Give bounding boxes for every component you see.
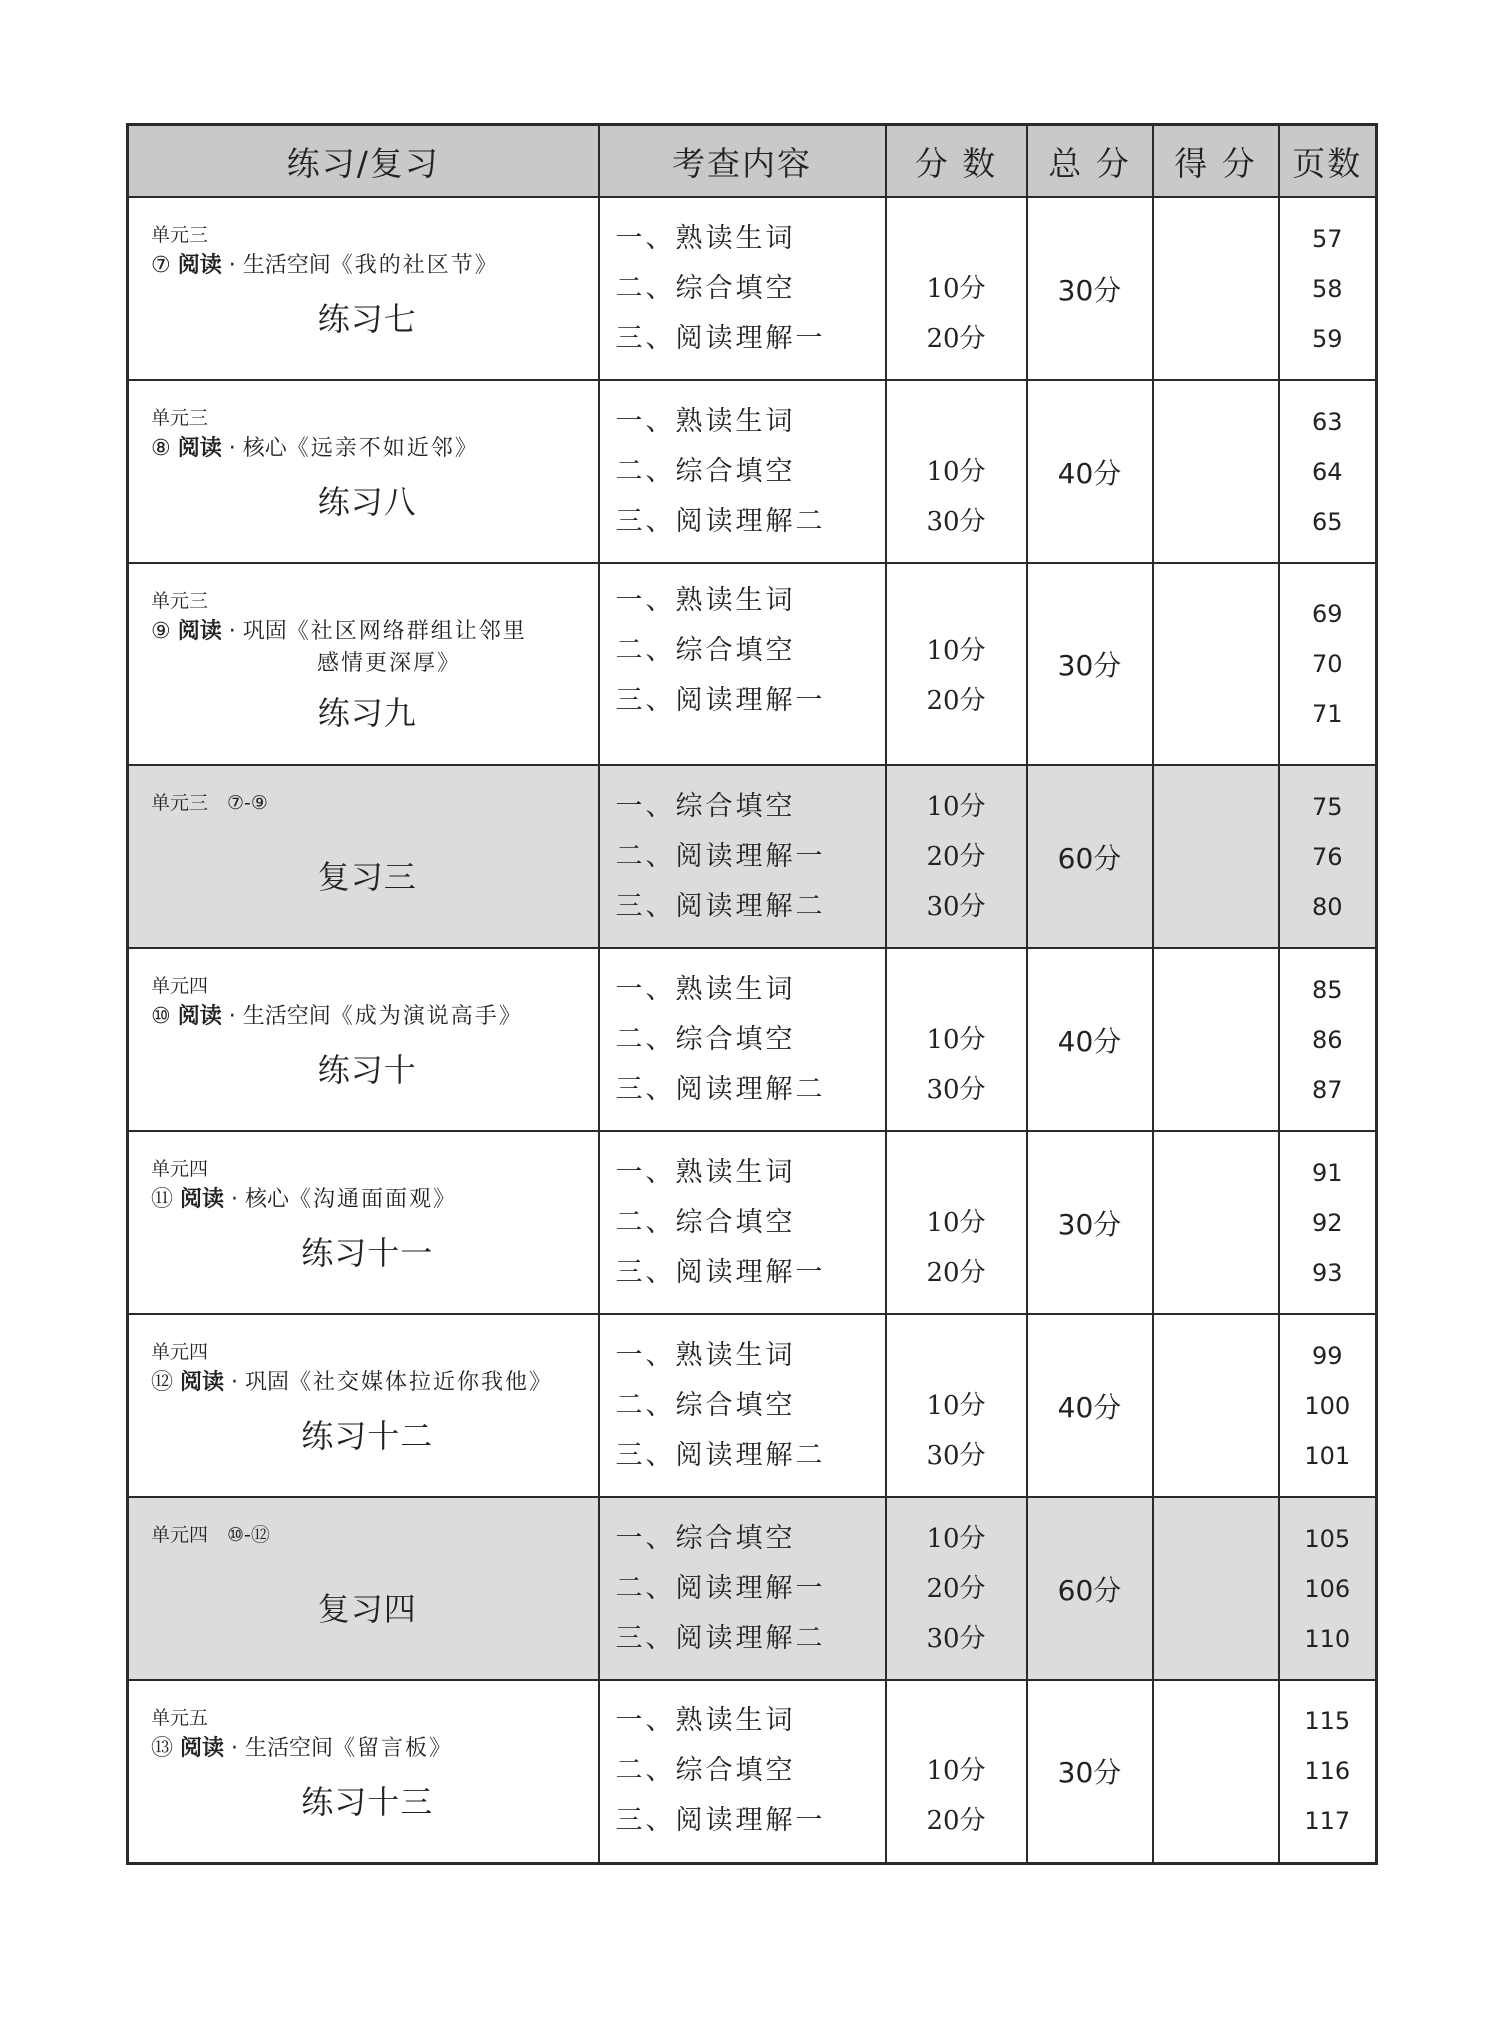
- page-number: 91: [1311, 1158, 1343, 1187]
- score-value: 10分: [926, 273, 986, 304]
- table-row: [128, 1131, 1377, 1314]
- earned-score-field: [1153, 1314, 1279, 1497]
- page-number: 76: [1311, 842, 1343, 871]
- content-item: 三、阅读理解二: [615, 1073, 826, 1105]
- page-number: 86: [1311, 1025, 1343, 1054]
- header-score: 分 数: [886, 125, 1027, 198]
- content-item: 二、综合填空: [615, 455, 796, 487]
- score-value: [887, 576, 1026, 626]
- earned-score-field: [1153, 948, 1279, 1131]
- score-cell: [886, 1131, 1027, 1314]
- header-total: 总 分: [1027, 125, 1153, 198]
- score-value: 10分: [926, 456, 986, 487]
- lesson-kind: 阅读: [177, 619, 222, 644]
- score-value: 10分: [926, 636, 986, 666]
- content-cell: [599, 765, 886, 948]
- unit-label: 单元三: [151, 590, 209, 612]
- score-value: 30分: [926, 506, 986, 537]
- lesson-kind: 阅读: [177, 1004, 222, 1029]
- exercise-cell: [128, 380, 599, 563]
- lesson-category: · 核心: [228, 436, 287, 461]
- unit-label: 单元四: [151, 975, 209, 997]
- earned-score-field: [1153, 563, 1279, 765]
- lesson-kind: 阅读: [180, 1370, 225, 1395]
- content-item: 二、阅读理解一: [615, 840, 826, 872]
- content-item: 三、阅读理解二: [615, 505, 826, 537]
- total-score: 40分: [1027, 1314, 1153, 1497]
- score-cell: [886, 380, 1027, 563]
- lesson-label: [151, 1733, 584, 1765]
- pages-cell: [1279, 1314, 1377, 1497]
- score-value: 10分: [926, 791, 986, 822]
- total-score: 60分: [1027, 765, 1153, 948]
- page-number: 99: [1311, 1341, 1343, 1370]
- lesson-kind: 阅读: [180, 1736, 225, 1761]
- score-cell: [886, 1314, 1027, 1497]
- total-score: 30分: [1027, 563, 1153, 765]
- page-number: 115: [1304, 1707, 1351, 1736]
- earned-score-field: [1153, 197, 1279, 380]
- exercise-cell: [128, 1314, 599, 1497]
- page-number: 110: [1304, 1624, 1351, 1653]
- pages-cell: [1279, 1497, 1377, 1680]
- exercise-cell: [128, 1680, 599, 1863]
- score-value: [887, 397, 1026, 447]
- lesson-category: · 巩固: [228, 619, 287, 644]
- content-item: 二、综合填空: [615, 635, 796, 666]
- score-cell: [886, 948, 1027, 1131]
- lesson-category: · 巩固: [231, 1370, 290, 1395]
- content-item: 一、熟读生词: [615, 585, 796, 616]
- page-number: 85: [1311, 975, 1343, 1004]
- content-item: 三、阅读理解二: [615, 1622, 826, 1654]
- page-number: 64: [1311, 457, 1343, 486]
- total-score: 30分: [1027, 197, 1153, 380]
- lesson-label: [151, 1367, 584, 1399]
- header-exercise: 练习/复习: [128, 125, 599, 198]
- score-value: 30分: [926, 1440, 986, 1471]
- content-item: 一、熟读生词: [615, 222, 796, 254]
- page-number: 65: [1311, 507, 1343, 536]
- exercise-name: 练习十三: [301, 1783, 434, 1821]
- score-value: 10分: [926, 1024, 986, 1055]
- total-score: 30分: [1027, 1680, 1153, 1863]
- pages-cell: [1279, 1131, 1377, 1314]
- exercise-cell: [128, 1131, 599, 1314]
- content-item: 二、综合填空: [615, 1389, 796, 1421]
- lesson-category: · 生活空间: [228, 1004, 331, 1029]
- content-cell: [599, 1497, 886, 1680]
- page-number: 69: [1311, 600, 1343, 628]
- lesson-label: [151, 433, 584, 465]
- table-row: [128, 197, 1377, 380]
- unit-label: 单元五: [151, 1707, 209, 1729]
- total-score: 60分: [1027, 1497, 1153, 1680]
- exercise-cell: [128, 948, 599, 1131]
- content-cell: [599, 563, 886, 765]
- score-value: 20分: [926, 841, 986, 872]
- content-cell: [599, 197, 886, 380]
- content-cell: [599, 1131, 886, 1314]
- score-value: [887, 1148, 1026, 1198]
- page-number: 87: [1311, 1075, 1343, 1104]
- score-value: 10分: [926, 1523, 986, 1554]
- earned-score-field: [1153, 1680, 1279, 1863]
- exercise-cell: [128, 1497, 599, 1680]
- content-cell: [599, 1680, 886, 1863]
- lesson-title: 《成为演说高手》: [330, 1004, 523, 1029]
- page-number: 70: [1311, 650, 1343, 678]
- score-value: 10分: [926, 1756, 986, 1787]
- earned-score-field: [1153, 380, 1279, 563]
- earned-score-field: [1153, 1131, 1279, 1314]
- lesson-title: 《留言板》: [333, 1736, 454, 1761]
- score-value: 10分: [926, 1390, 986, 1421]
- content-item: 一、熟读生词: [615, 1156, 796, 1188]
- lesson-label: [151, 1184, 584, 1216]
- lesson-label: [151, 616, 584, 680]
- content-item: 二、综合填空: [615, 1206, 796, 1238]
- pages-cell: [1279, 948, 1377, 1131]
- exercise-schedule-table: [126, 123, 1378, 1865]
- exercise-cell: [128, 765, 599, 948]
- page-number: 58: [1311, 274, 1343, 303]
- content-cell: [599, 1314, 886, 1497]
- exercise-name: 练习七: [317, 300, 417, 338]
- lesson-number: ⑩: [151, 1004, 171, 1029]
- content-item: 三、阅读理解一: [615, 1805, 826, 1837]
- page-number: 93: [1311, 1258, 1343, 1287]
- table-row: [128, 563, 1377, 765]
- total-score: 40分: [1027, 948, 1153, 1131]
- table-header: [128, 125, 1377, 198]
- content-cell: [599, 948, 886, 1131]
- exercise-name: 复习四: [317, 1590, 417, 1628]
- content-item: 三、阅读理解二: [615, 890, 826, 922]
- total-score: 30分: [1027, 1131, 1153, 1314]
- score-value: [887, 1331, 1026, 1381]
- lesson-label: [151, 250, 584, 282]
- lesson-number: ⑬: [151, 1736, 174, 1761]
- content-item: 三、阅读理解一: [615, 1256, 826, 1288]
- header-pages: 页数: [1279, 125, 1377, 198]
- earned-score-field: [1153, 1497, 1279, 1680]
- page-number: 100: [1304, 1391, 1351, 1420]
- table-row: [128, 1497, 1377, 1680]
- page-number: 57: [1311, 224, 1343, 253]
- content-cell: [599, 380, 886, 563]
- score-value: 30分: [926, 891, 986, 922]
- page-number: 106: [1304, 1574, 1351, 1603]
- exercise-name: 练习九: [317, 694, 417, 732]
- content-item: 二、阅读理解一: [615, 1572, 826, 1604]
- lesson-title: 《社交媒体拉近你我他》: [289, 1370, 554, 1395]
- score-cell: [886, 563, 1027, 765]
- content-item: 一、熟读生词: [615, 973, 796, 1005]
- earned-score-field: [1153, 765, 1279, 948]
- pages-cell: [1279, 197, 1377, 380]
- lesson-number: ⑧: [151, 436, 171, 461]
- score-value: [887, 214, 1026, 264]
- page-number: 80: [1311, 892, 1343, 921]
- lesson-number: ⑪: [151, 1187, 174, 1212]
- page-number: 75: [1311, 792, 1343, 821]
- lesson-label: [151, 1001, 584, 1033]
- page-number: 116: [1304, 1757, 1351, 1786]
- lesson-number: ⑨: [151, 619, 171, 644]
- lesson-title-continued: 感情更深厚》: [317, 651, 462, 676]
- content-item: 一、熟读生词: [615, 1705, 796, 1737]
- score-cell: [886, 1497, 1027, 1680]
- content-item: 二、综合填空: [615, 1023, 796, 1055]
- page-number: 117: [1304, 1807, 1351, 1836]
- header-earned: 得 分: [1153, 125, 1279, 198]
- content-item: 二、综合填空: [615, 1755, 796, 1787]
- score-value: [887, 1696, 1026, 1746]
- content-item: 三、阅读理解一: [615, 322, 826, 354]
- unit-label: 单元四: [151, 1158, 209, 1180]
- unit-label: 单元三: [151, 224, 209, 246]
- page-number: 59: [1311, 324, 1343, 353]
- table-row: [128, 948, 1377, 1131]
- page-number: 101: [1304, 1441, 1351, 1470]
- unit-label: 单元四: [151, 1341, 209, 1363]
- score-value: 30分: [926, 1074, 986, 1105]
- score-cell: [886, 197, 1027, 380]
- page-number: 63: [1311, 407, 1343, 436]
- lesson-kind: 阅读: [180, 1187, 225, 1212]
- exercise-name: 练习十二: [301, 1417, 434, 1455]
- lesson-title: 《远亲不如近邻》: [286, 436, 479, 461]
- page-number: 105: [1304, 1524, 1351, 1553]
- table-row: [128, 1314, 1377, 1497]
- exercise-name: 复习三: [317, 858, 417, 896]
- exercise-name: 练习八: [317, 483, 417, 521]
- unit-label: 单元三 ⑦-⑨: [151, 792, 268, 814]
- pages-cell: [1279, 380, 1377, 563]
- score-value: [887, 965, 1026, 1015]
- pages-cell: [1279, 765, 1377, 948]
- score-value: 20分: [926, 686, 986, 716]
- page-number: 92: [1311, 1208, 1343, 1237]
- table-row: [128, 765, 1377, 948]
- score-value: 20分: [926, 323, 986, 354]
- exercise-cell: [128, 197, 599, 380]
- header-content: 考查内容: [599, 125, 886, 198]
- table-row: [128, 380, 1377, 563]
- content-item: 一、综合填空: [615, 790, 796, 822]
- score-value: 10分: [926, 1207, 986, 1238]
- lesson-number: ⑫: [151, 1370, 174, 1395]
- pages-cell: [1279, 1680, 1377, 1863]
- exercise-cell: [128, 563, 599, 765]
- lesson-kind: 阅读: [177, 253, 222, 278]
- page-number: 71: [1311, 700, 1343, 728]
- exercise-name: 练习十: [317, 1051, 417, 1089]
- content-item: 一、熟读生词: [615, 405, 796, 437]
- lesson-category: · 生活空间: [231, 1736, 334, 1761]
- unit-label: 单元四 ⑩-⑫: [151, 1524, 270, 1546]
- total-score: 40分: [1027, 380, 1153, 563]
- score-value: 20分: [926, 1257, 986, 1288]
- table-row: [128, 1680, 1377, 1863]
- lesson-title: 《沟通面面观》: [289, 1187, 458, 1212]
- lesson-category: · 生活空间: [228, 253, 331, 278]
- score-value: 20分: [926, 1806, 986, 1837]
- score-value: 30分: [926, 1623, 986, 1654]
- lesson-kind: 阅读: [177, 436, 222, 461]
- exercise-name: 练习十一: [301, 1234, 434, 1272]
- lesson-title: 《我的社区节》: [330, 253, 499, 278]
- lesson-category: · 核心: [231, 1187, 290, 1212]
- content-item: 三、阅读理解二: [615, 1439, 826, 1471]
- content-item: 一、综合填空: [615, 1522, 796, 1554]
- pages-cell: [1279, 563, 1377, 765]
- content-item: 一、熟读生词: [615, 1339, 796, 1371]
- content-item: 三、阅读理解一: [615, 685, 826, 716]
- score-value: 20分: [926, 1573, 986, 1604]
- score-cell: [886, 765, 1027, 948]
- unit-label: 单元三: [151, 407, 209, 429]
- lesson-number: ⑦: [151, 253, 171, 278]
- lesson-title: 《社区网络群组让邻里: [286, 619, 527, 644]
- content-item: 二、综合填空: [615, 272, 796, 304]
- score-cell: [886, 1680, 1027, 1863]
